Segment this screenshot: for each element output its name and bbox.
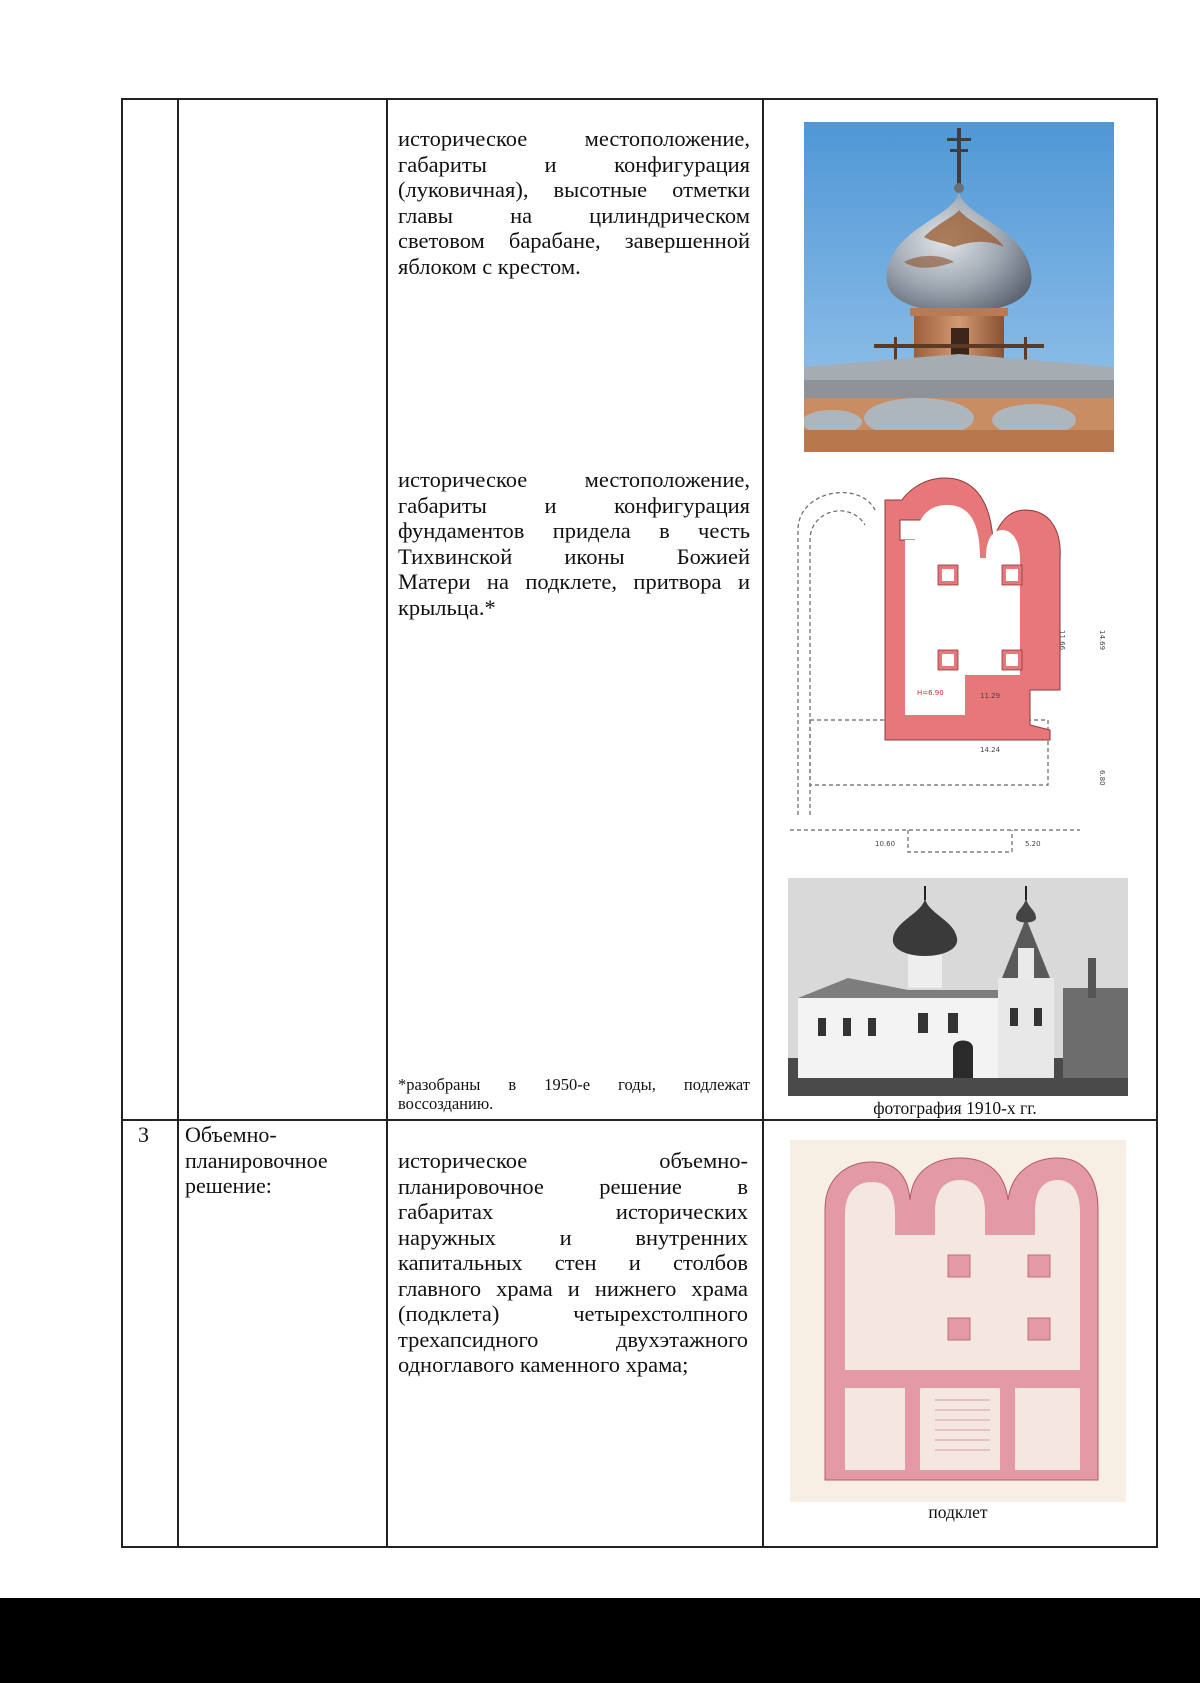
- plan-dim-height-b: 14.69: [1098, 630, 1106, 651]
- table-bottom-border: [121, 1546, 1158, 1548]
- table-top-border: [121, 98, 1158, 100]
- row-divider: [121, 1119, 1158, 1121]
- photo-caption: фотография 1910-х гг.: [873, 1098, 1037, 1118]
- plan-dim-outer-width: 14.24: [980, 746, 1001, 754]
- table-left-border: [121, 98, 123, 1548]
- plan-dim-side: 6.80: [1098, 770, 1106, 786]
- plan-dim-bottom-mid: 5.20: [1025, 840, 1041, 848]
- plan-caption: подклет: [928, 1502, 988, 1522]
- col-divider-3: [762, 98, 764, 1548]
- element-label: Объемно- планировочное решение:: [185, 1122, 328, 1198]
- foundation-plan: [780, 470, 1120, 860]
- col-divider-1: [177, 98, 179, 1548]
- footnote: *разобраны в 1950-е годы, подлежат воссозданию.: [398, 1075, 750, 1113]
- plan-dim-top-left: 10.60: [875, 840, 896, 848]
- plan-dim-height-a: 11.66: [1058, 630, 1066, 651]
- dome-description: историческое местоположение, габариты и конфигурация (луковичная), высотные отметки главы на цилиндрическом световом барабане, завершенной яблоком с крестом.: [398, 126, 750, 279]
- col-divider-2: [386, 98, 388, 1548]
- volume-description: историческое объемно- планировочное решение в габаритах исторических наружных и внутренних капитальных стен и столбов главного храма и нижнего храма (подклета) четырехстолпного трехапсидного двухэтажного одноглавого каменного храма;: [398, 1148, 748, 1377]
- plan-dim-inner-width: 11.29: [980, 692, 1001, 700]
- table-right-border: [1156, 98, 1158, 1548]
- scan-bottom-edge: [0, 1598, 1200, 1683]
- row-number: 3: [138, 1122, 149, 1147]
- basement-plan: [790, 1140, 1126, 1502]
- historical-photo: [788, 878, 1128, 1096]
- plan-level: H=6.90: [917, 689, 944, 697]
- dome-photo: [804, 122, 1114, 452]
- foundation-description: историческое местоположение, габариты и конфигурация фундаментов придела в честь Тихвинской иконы Божией Матери на подклете, притвора и крыльца.*: [398, 467, 750, 620]
